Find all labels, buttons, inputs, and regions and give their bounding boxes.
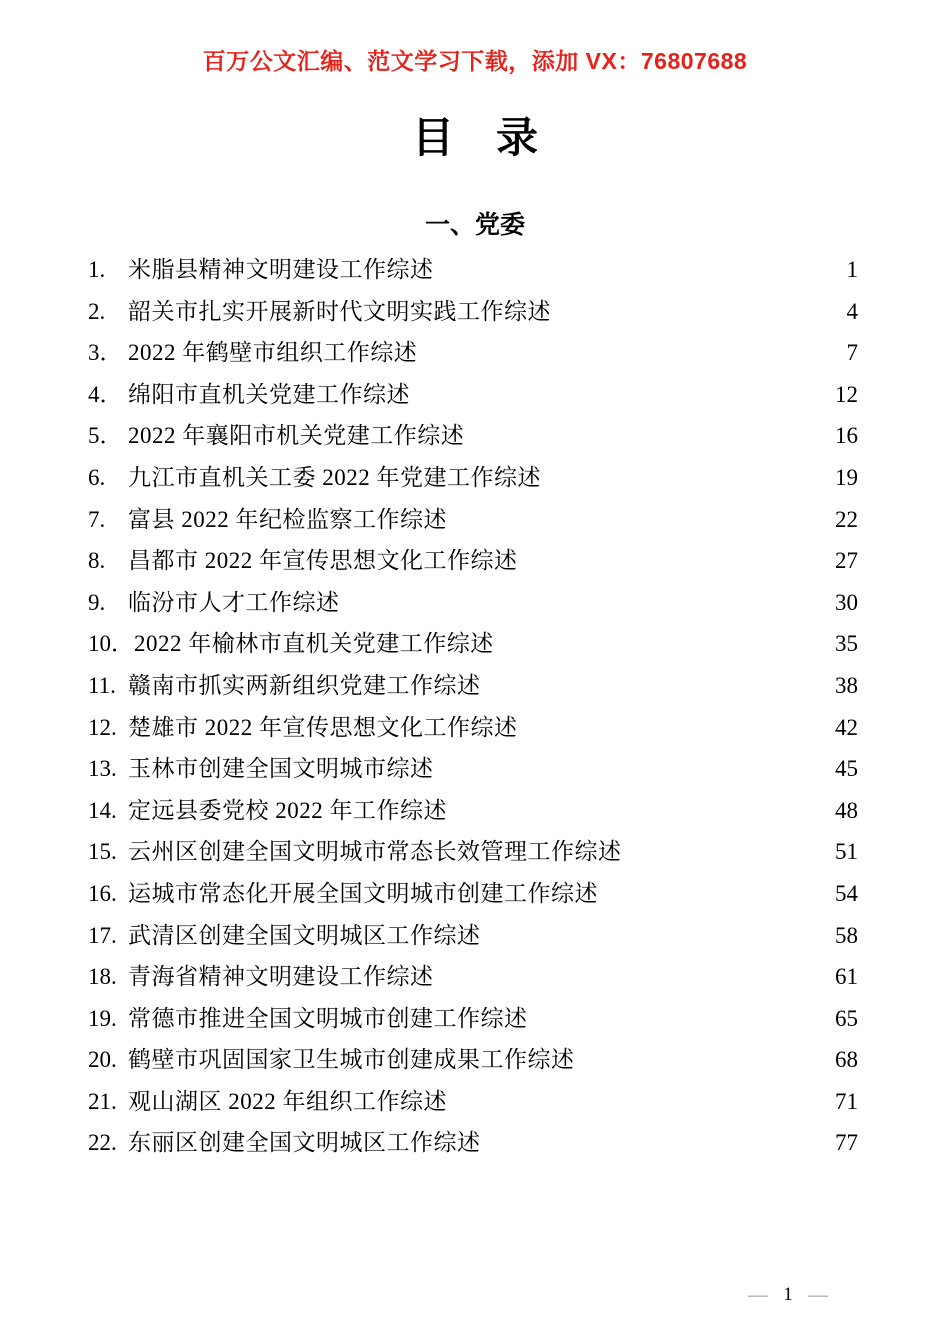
toc-entry-page: 19	[835, 464, 858, 490]
toc-entry-title: 定远县委党校 2022 年工作综述	[128, 797, 447, 823]
toc-entry-title: 昌都市 2022 年宣传思想文化工作综述	[128, 548, 518, 574]
toc-entry-title: 常德市推进全国文明城市创建工作综述	[128, 1005, 528, 1031]
toc-entry-page: 16	[835, 423, 858, 449]
toc-entry	[88, 499, 858, 541]
toc-entry-title: 青海省精神文明建设工作综述	[128, 964, 434, 990]
toc-entry-number: 6.	[88, 464, 106, 490]
toc-entry-number: 9.	[88, 589, 106, 615]
section-heading: 一、党委	[424, 211, 525, 239]
toc-entry-title: 云州区创建全国文明城市常态长效管理工作综述	[128, 839, 622, 865]
toc-entry-number: 1.	[88, 257, 106, 282]
toc-entry-title: 2022 年鹤壁市组织工作综述	[128, 340, 418, 366]
toc-entry	[88, 1122, 858, 1164]
toc-entry	[88, 249, 858, 291]
toc-entry-page: 35	[835, 631, 858, 657]
toc-entry-page: 7	[846, 340, 858, 366]
toc-entry-number: 14.	[88, 797, 117, 823]
toc-entry-title: 绵阳市直机关党建工作综述	[128, 381, 410, 407]
toc-entry	[88, 415, 858, 457]
toc-entry-page: 27	[835, 548, 858, 574]
toc-entry-title: 武清区创建全国文明城区工作综述	[128, 922, 481, 948]
toc-entry-title: 赣南市抓实两新组织党建工作综述	[128, 672, 481, 698]
toc-entry-number: 22.	[88, 1130, 117, 1156]
toc-entry-title: 九江市直机关工委 2022 年党建工作综述	[128, 464, 541, 490]
toc-entry-number: 19.	[88, 1005, 117, 1031]
toc-entry-title: 米脂县精神文明建设工作综述	[128, 257, 434, 282]
toc-entry	[88, 790, 858, 832]
toc-entry-page: 30	[835, 589, 858, 615]
toc-entry	[88, 623, 858, 665]
toc-list	[88, 249, 858, 1164]
toc-entry-number: 10．	[88, 631, 134, 657]
toc-entry-number: 2.	[88, 298, 106, 324]
toc-entry-number: 7.	[88, 506, 106, 532]
toc-entry	[88, 831, 858, 873]
toc-entry	[88, 956, 858, 998]
toc-entry-page: 45	[835, 756, 858, 782]
toc-entry-title: 楚雄市 2022 年宣传思想文化工作综述	[128, 714, 518, 740]
toc-entry	[88, 457, 858, 499]
toc-entry	[88, 748, 858, 790]
toc-entry-page: 65	[835, 1005, 858, 1031]
page-number-footer	[748, 1283, 828, 1307]
toc-entry-number: 11.	[88, 672, 116, 698]
toc-entry-number: 4．	[88, 381, 123, 407]
toc-entry-page: 48	[835, 797, 858, 823]
toc-entry-page: 22	[835, 506, 858, 532]
watermark-notice: 百万公文汇编、范文学习下载，添加 VX：76807688	[202, 48, 748, 74]
toc-entry-page: 12	[835, 381, 858, 407]
toc-entry-page: 38	[835, 672, 858, 698]
toc-entry-page: 61	[835, 964, 858, 990]
toc-entry-number: 15.	[88, 839, 117, 865]
toc-entry	[88, 374, 858, 416]
toc-entry-title: 2022 年襄阳市机关党建工作综述	[128, 423, 465, 449]
toc-entry-page: 4	[846, 298, 858, 324]
toc-entry	[88, 540, 858, 582]
toc-entry-number: 13.	[88, 756, 117, 782]
toc-entry-number: 21.	[88, 1088, 117, 1114]
toc-entry	[88, 1039, 858, 1081]
toc-entry-title: 临汾市人才工作综述	[128, 589, 340, 615]
toc-entry-title: 观山湖区 2022 年组织工作综述	[128, 1088, 447, 1114]
toc-entry	[88, 707, 858, 749]
toc-entry-number: 16.	[88, 880, 117, 906]
toc-entry	[88, 582, 858, 624]
toc-entry-page: 54	[835, 880, 858, 906]
toc-entry	[88, 1081, 858, 1123]
toc-entry-page: 77	[835, 1130, 858, 1156]
toc-entry-title: 运城市常态化开展全国文明城市创建工作综述	[128, 880, 598, 906]
toc-entry-number: 18.	[88, 964, 117, 990]
toc-entry-title: 玉林市创建全国文明城市综述	[128, 756, 434, 782]
toc-entry-title: 鹤壁市巩固国家卫生城市创建成果工作综述	[128, 1047, 575, 1073]
page-title: 目 录	[411, 114, 538, 161]
toc-entry	[88, 291, 858, 333]
toc-entry	[88, 665, 858, 707]
toc-entry-number: 20.	[88, 1047, 117, 1073]
toc-entry-title: 东丽区创建全国文明城区工作综述	[128, 1130, 481, 1156]
toc-entry	[88, 873, 858, 915]
toc-entry-page: 58	[835, 922, 858, 948]
toc-entry-number: 5．	[88, 423, 123, 449]
toc-entry-page: 71	[835, 1088, 858, 1114]
toc-entry-title: 富县 2022 年纪检监察工作综述	[128, 506, 447, 532]
toc-entry-page: 51	[835, 839, 858, 865]
toc-entry-number: 8.	[88, 548, 106, 574]
toc-entry	[88, 998, 858, 1040]
footer-dash-right: —	[808, 1286, 828, 1304]
toc-entry-page: 1	[846, 257, 858, 282]
toc-entry	[88, 332, 858, 374]
footer-page-number: 1	[783, 1284, 793, 1305]
toc-entry	[88, 915, 858, 957]
toc-entry-title: 韶关市扎实开展新时代文明实践工作综述	[128, 298, 551, 324]
toc-entry-page: 42	[835, 714, 858, 740]
toc-entry-title: 2022 年榆林市直机关党建工作综述	[134, 631, 494, 657]
toc-entry-number: 17.	[88, 922, 117, 948]
footer-dash-left: —	[748, 1286, 768, 1304]
toc-entry-number: 12.	[88, 714, 117, 740]
toc-entry-page: 68	[835, 1047, 858, 1073]
toc-entry-number: 3．	[88, 340, 123, 366]
